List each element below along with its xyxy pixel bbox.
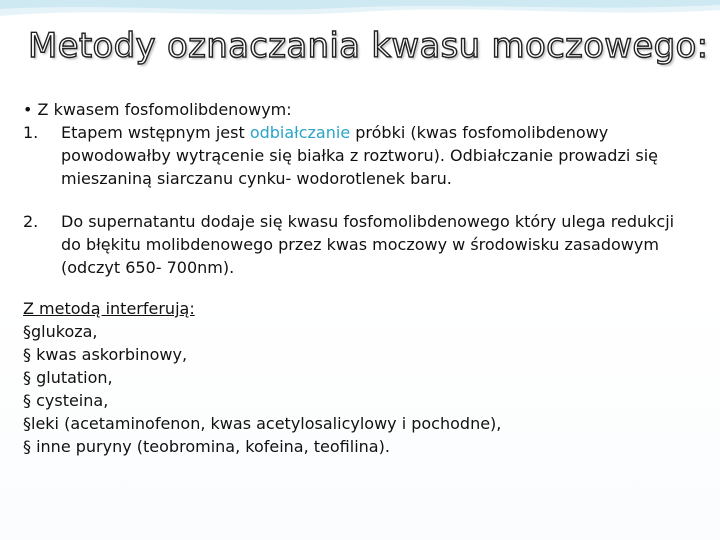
list-item: §glukoza, (23, 322, 98, 341)
list-item: § kwas askorbinowy, (23, 345, 188, 364)
slide-content (23, 98, 693, 458)
step-1 (23, 121, 693, 190)
step-text-before: Etapem wstępnym jest (61, 123, 250, 142)
method-heading: • Z kwasem fosfomolibdenowym: (23, 100, 292, 119)
step-2 (23, 210, 693, 279)
step-number: 1. (23, 123, 39, 142)
list-item: §leki (acetaminofenon, kwas acetylosalicylowy i pochodne), (23, 414, 502, 433)
highlighted-term: odbiałczanie (249, 123, 351, 142)
list-item: § glutation, (23, 368, 113, 387)
list-item: § cysteina, (23, 391, 109, 410)
step-text (61, 121, 693, 190)
step-number: 2. (23, 212, 39, 231)
interference-heading: Z metodą interferują: (23, 299, 195, 318)
slide-title: Metody oznaczania kwasu moczowego: (28, 26, 709, 66)
list-item: § inne puryny (teobromina, kofeina, teofilina). (23, 437, 390, 456)
step-text: Do supernatantu dodaje się kwasu fosfomolibdenowego który ulega redukcji do błękitu molibdenowego przez kwas moczowy w środowisku zasadowym (odczyt 650- 700nm). (61, 212, 675, 277)
step-text-after: próbki (kwas fosfomolibdenowy powodowałby wytrącenie się białka z roztworu). Odbiałczanie prowadzi się mieszaniną siarczanu cynku- wodorotlenek baru. (61, 123, 658, 188)
